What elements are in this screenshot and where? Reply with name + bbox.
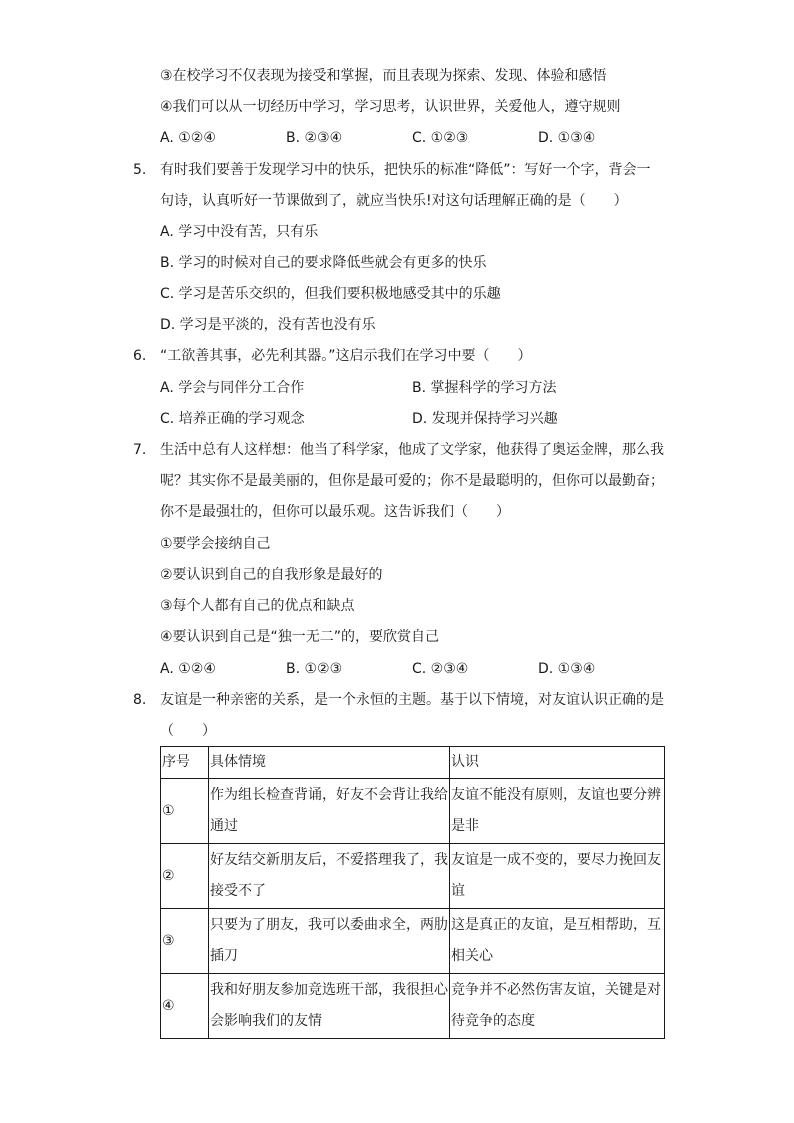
table-header-understanding: 认识 xyxy=(450,747,665,779)
question-7-option-a: A. ①②④ xyxy=(160,661,216,677)
table-cell-number: ① xyxy=(161,779,209,844)
table-cell-situation: 作为组长检查背诵，好友不会背让我给通过 xyxy=(209,779,450,844)
option-d: D. ①③④ xyxy=(538,130,596,146)
question-5-stem-line-1: 有时我们要善于发现学习中的快乐，把快乐的标准“降低”：写好一个字，背会一 xyxy=(160,162,651,178)
question-6-option-b: B. 掌握科学的学习方法 xyxy=(412,380,557,396)
friendship-table xyxy=(160,746,665,1039)
question-7-option-b: B. ①②③ xyxy=(286,661,343,677)
table-header-situation: 具体情境 xyxy=(209,747,450,779)
question-7-option-d: D. ①③④ xyxy=(538,661,596,677)
question-8-stem: 友谊是一种亲密的关系，是一个永恒的主题。基于以下情境，对友谊认识正确的是 xyxy=(160,692,664,708)
question-7-statement-4: ④要认识到自己是“独一无二”的，要欣赏自己 xyxy=(160,629,440,645)
table-cell-understanding: 这是真正的友谊，是互相帮助，互相关心 xyxy=(450,909,665,974)
option-c: C. ①②③ xyxy=(412,130,469,146)
table-cell-situation: 好友结交新朋友后，不爱搭理我了，我接受不了 xyxy=(209,844,450,909)
statement-4: ④我们可以从一切经历中学习，学习思考，认识世界，关爱他人，遵守规则 xyxy=(160,99,621,115)
question-5-option-a: A. 学习中没有苦，只有乐 xyxy=(160,224,319,240)
question-5-option-c: C. 学习是苦乐交织的，但我们要积极地感受其中的乐趣 xyxy=(160,286,501,302)
table-row xyxy=(161,974,665,1039)
table-cell-understanding: 竞争并不必然伤害友谊，关键是对待竞争的态度 xyxy=(450,974,665,1039)
option-a: A. ①②④ xyxy=(160,130,216,146)
question-6-option-d: D. 发现并保持学习兴趣 xyxy=(412,411,558,427)
question-8-number: 8. xyxy=(133,692,147,708)
question-5-number: 5. xyxy=(133,162,147,178)
table-cell-understanding: 友谊是一成不变的，要尽力挽回友谊 xyxy=(450,844,665,909)
question-5-option-d: D. 学习是平淡的，没有苦也没有乐 xyxy=(160,317,376,333)
question-7-stem-line-1: 生活中总有人这样想：他当了科学家，他成了文学家，他获得了奥运金牌，那么我 xyxy=(160,442,664,458)
table-cell-number: ② xyxy=(161,844,209,909)
table-header-row xyxy=(161,747,665,779)
question-7-stem-line-2: 呢？其实你不是最美丽的，但你是最可爱的；你不是最聪明的，但你可以最勤奋； xyxy=(160,473,664,489)
table-header-number: 序号 xyxy=(161,747,209,779)
table-row xyxy=(161,909,665,974)
question-6-option-c: C. 培养正确的学习观念 xyxy=(160,411,305,427)
question-7-statement-2: ②要认识到自己的自我形象是最好的 xyxy=(160,567,383,583)
question-8-answer-paren: （ ） xyxy=(160,723,216,739)
question-7-option-c: C. ②③④ xyxy=(412,661,469,677)
question-6-stem: “工欲善其事，必先利其器。”这启示我们在学习中要（ ） xyxy=(160,348,532,364)
question-6-number: 6. xyxy=(133,348,147,364)
table-cell-understanding: 友谊不能没有原则，友谊也要分辨是非 xyxy=(450,779,665,844)
question-7-number: 7. xyxy=(133,442,147,458)
table-cell-situation: 只要为了朋友，我可以委曲求全，两肋插刀 xyxy=(209,909,450,974)
question-6-option-a: A. 学会与同伴分工合作 xyxy=(160,380,305,396)
table-row xyxy=(161,779,665,844)
statement-3: ③在校学习不仅表现为接受和掌握，而且表现为探索、发现、体验和感悟 xyxy=(160,68,607,84)
table-cell-situation: 我和好朋友参加竞选班干部，我很担心会影响我们的友情 xyxy=(209,974,450,1039)
question-7-statement-1: ①要学会接纳自己 xyxy=(160,536,271,552)
table-cell-number: ③ xyxy=(161,909,209,974)
question-7-statement-3: ③每个人都有自己的优点和缺点 xyxy=(160,598,355,614)
option-b: B. ②③④ xyxy=(286,130,343,146)
question-5-stem-line-2: 句诗，认真听好一节课做到了，就应当快乐!对这句话理解正确的是（ ） xyxy=(160,193,628,209)
table-cell-number: ④ xyxy=(161,974,209,1039)
question-7-stem-line-3: 你不是最强壮的，但你可以最乐观。这告诉我们（ ） xyxy=(160,504,510,520)
table-row xyxy=(161,844,665,909)
question-5-option-b: B. 学习的时候对自己的要求降低些就会有更多的快乐 xyxy=(160,255,487,271)
